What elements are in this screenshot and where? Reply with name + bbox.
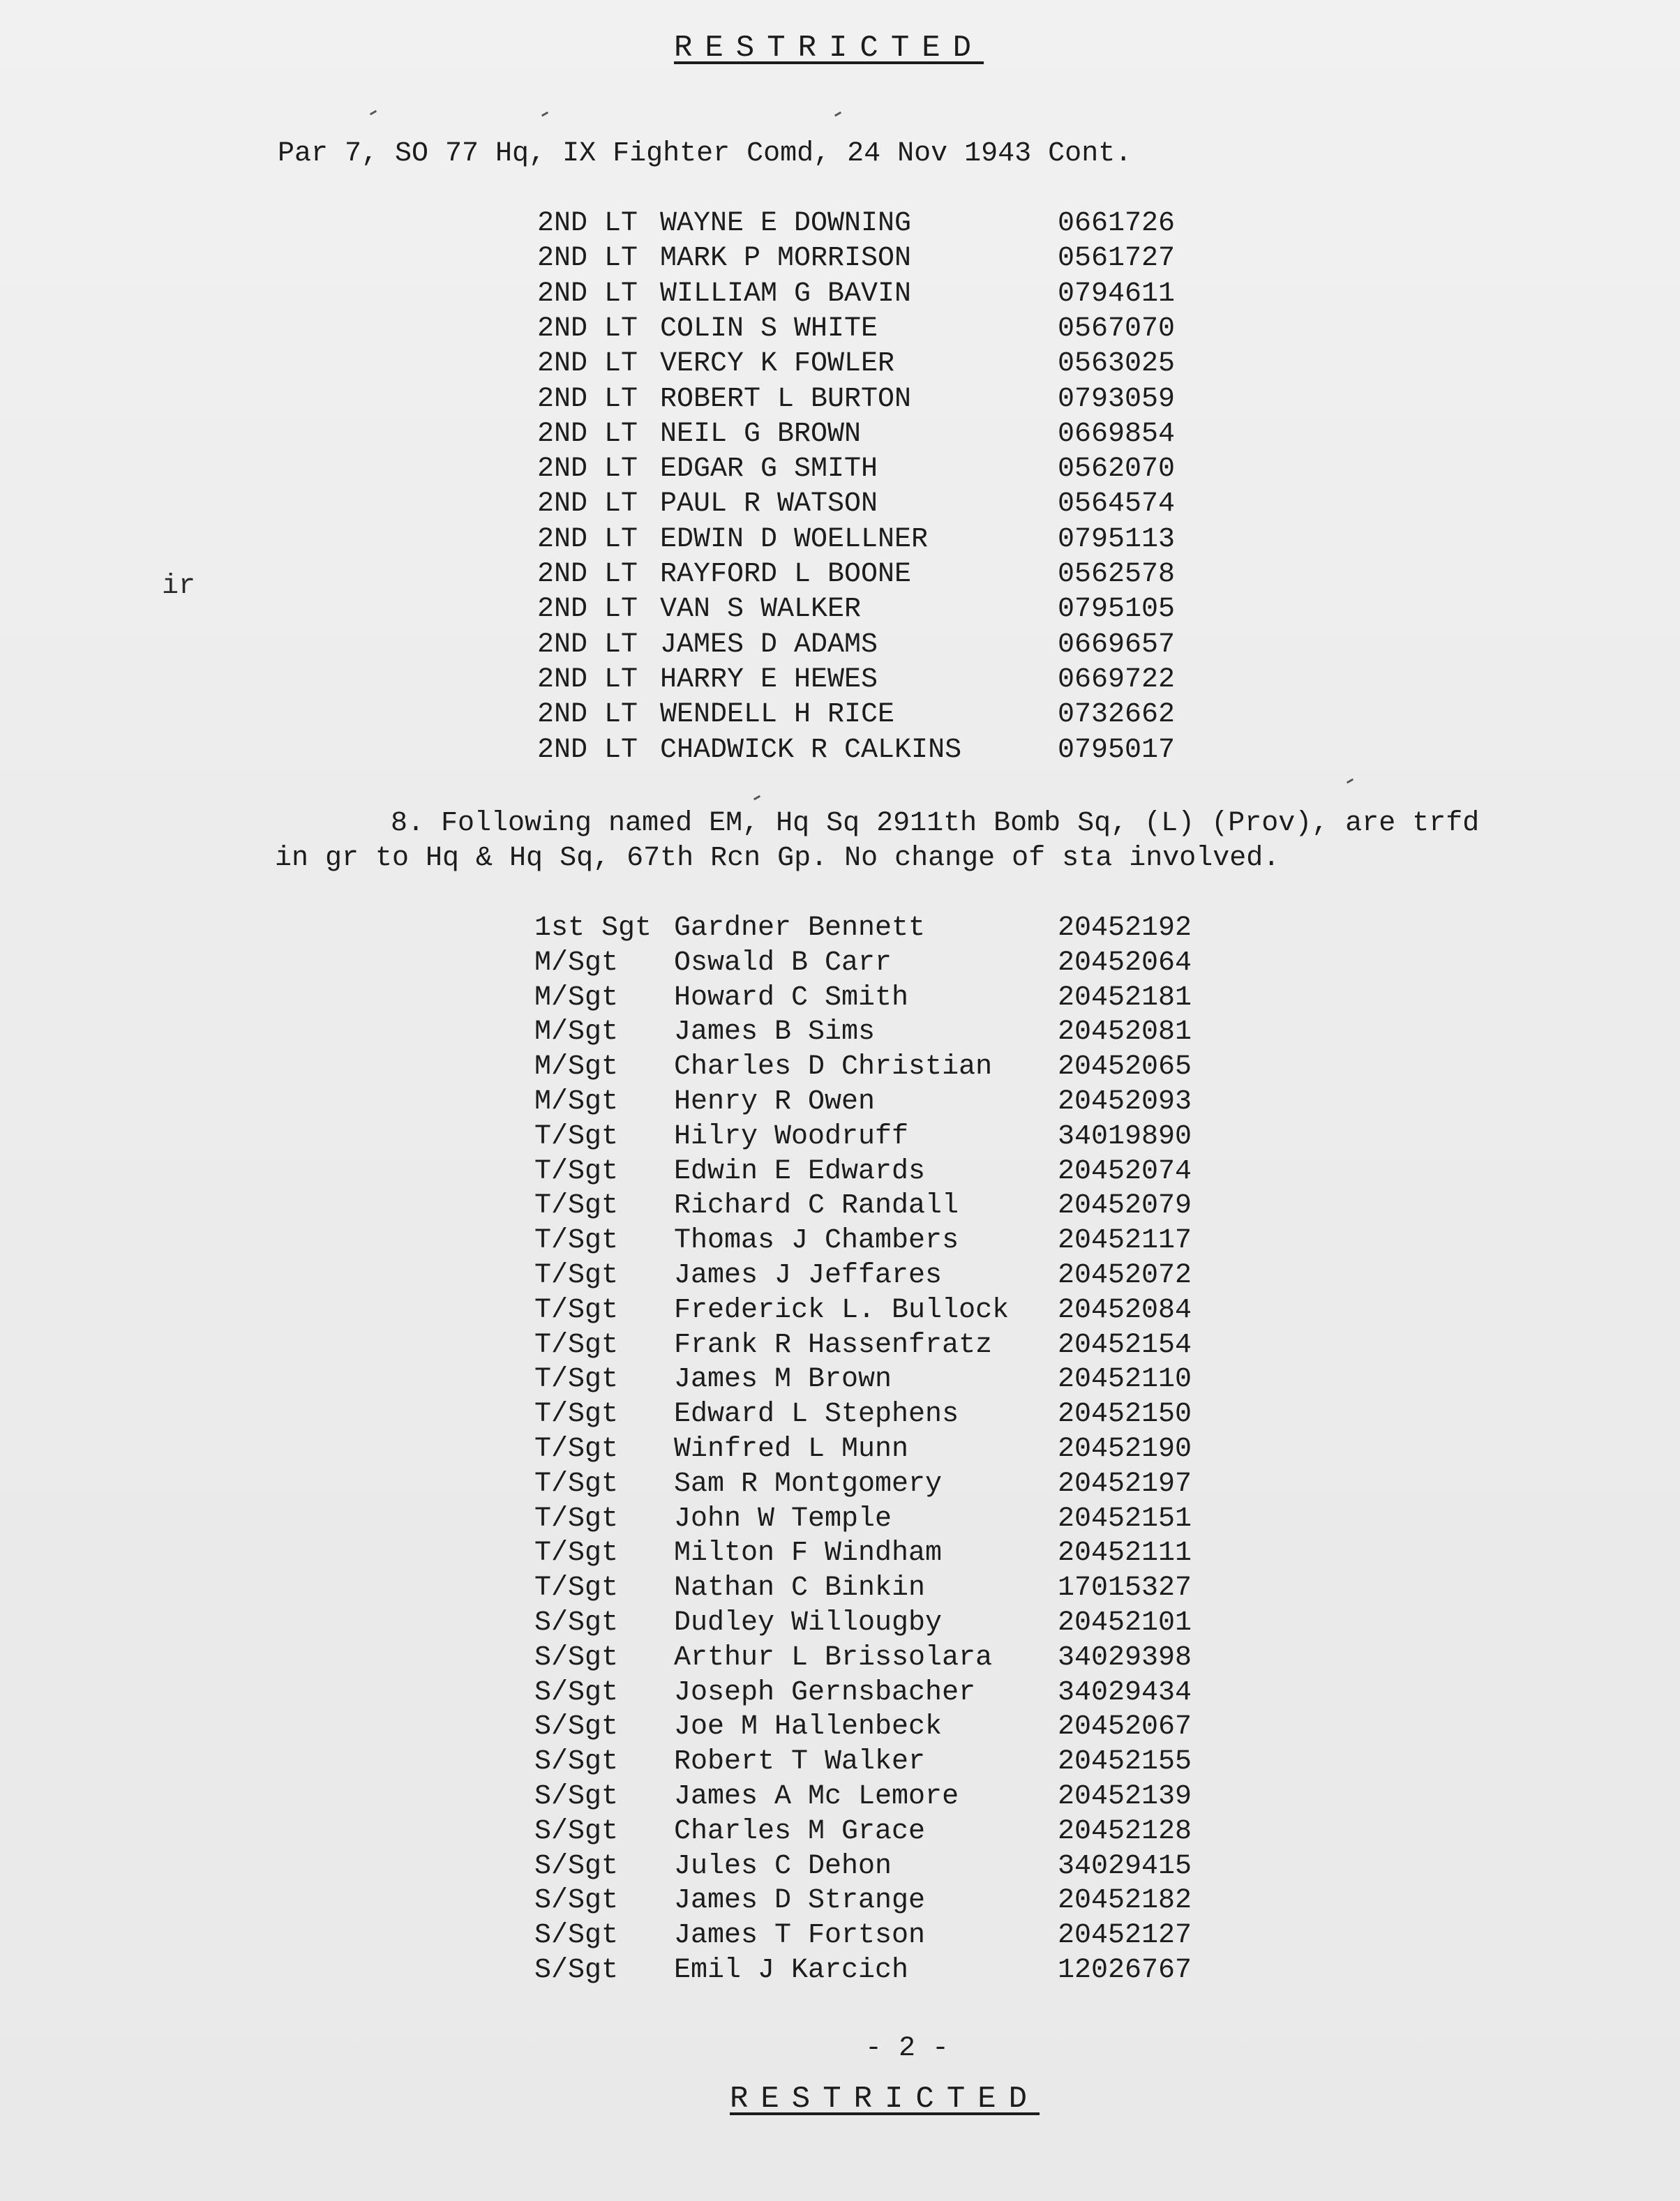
enlisted-name: Milton F Windham	[674, 1538, 943, 1570]
enlisted-rank: T/Sgt	[534, 1434, 619, 1465]
officer-row	[0, 453, 1680, 488]
enlisted-row	[0, 1781, 1680, 1816]
enlisted-serial-number: 34029398	[1058, 1642, 1192, 1674]
enlisted-serial-number: 20452197	[1058, 1468, 1192, 1500]
officer-rank: 2ND LT	[537, 734, 638, 766]
officer-name: WILLIAM G BAVIN	[660, 278, 912, 310]
enlisted-row	[0, 1399, 1680, 1434]
enlisted-serial-number: 20452192	[1058, 912, 1192, 944]
officer-name: WAYNE E DOWNING	[660, 208, 912, 239]
enlisted-name: Thomas J Chambers	[674, 1225, 959, 1257]
paragraph-heading: Par 7, SO 77 Hq, IX Fighter Comd, 24 Nov 1943 Cont.	[278, 138, 1132, 170]
enlisted-name: Dudley Willougby	[674, 1607, 943, 1639]
enlisted-rank: 1st Sgt	[534, 912, 652, 944]
officer-serial-number: 0794611	[1058, 278, 1176, 310]
officer-row	[0, 524, 1680, 559]
enlisted-rank: S/Sgt	[534, 1885, 619, 1917]
officer-serial-number: 0669657	[1058, 629, 1176, 661]
enlisted-row	[0, 1156, 1680, 1191]
enlisted-name: Frederick L. Bullock	[674, 1294, 1010, 1326]
enlisted-row	[0, 1260, 1680, 1295]
enlisted-serial-number: 20452128	[1058, 1815, 1192, 1847]
officer-row	[0, 384, 1680, 419]
officer-serial-number: 0661726	[1058, 208, 1176, 239]
enlisted-row	[0, 1434, 1680, 1468]
enlisted-serial-number: 34029434	[1058, 1676, 1192, 1708]
enlisted-serial-number: 20452101	[1058, 1607, 1192, 1639]
officer-rank: 2ND LT	[537, 663, 638, 696]
officer-rank: 2ND LT	[537, 278, 638, 310]
stray-mark	[1347, 779, 1353, 784]
officer-serial-number: 0561727	[1058, 243, 1176, 275]
enlisted-row	[0, 982, 1680, 1017]
enlisted-row	[0, 1711, 1680, 1746]
officer-rank: 2ND LT	[537, 629, 638, 661]
enlisted-row	[0, 1677, 1680, 1712]
officer-rank: 2ND LT	[537, 348, 638, 380]
enlisted-rank: S/Sgt	[534, 1746, 619, 1778]
officer-serial-number: 0669854	[1058, 418, 1176, 450]
enlisted-rank: T/Sgt	[534, 1294, 619, 1326]
enlisted-row	[0, 1330, 1680, 1365]
enlisted-rank: T/Sgt	[534, 1538, 619, 1570]
officer-name: VAN S WALKER	[660, 594, 862, 626]
officer-rank: 2ND LT	[537, 243, 638, 275]
enlisted-serial-number: 20452154	[1058, 1329, 1192, 1361]
officer-rank: 2ND LT	[537, 313, 638, 345]
enlisted-rank: S/Sgt	[534, 1920, 619, 1952]
officer-serial-number: 0567070	[1058, 313, 1176, 345]
enlisted-serial-number: 20452081	[1058, 1016, 1192, 1049]
enlisted-rank: T/Sgt	[534, 1364, 619, 1396]
enlisted-row	[0, 912, 1680, 947]
enlisted-name: Edward L Stephens	[674, 1399, 959, 1431]
officer-serial-number: 0564574	[1058, 488, 1176, 520]
officer-row	[0, 664, 1680, 699]
enlisted-name: Nathan C Binkin	[674, 1572, 926, 1605]
enlisted-serial-number: 20452111	[1058, 1538, 1192, 1570]
enlisted-name: James J Jeffares	[674, 1260, 943, 1291]
enlisted-serial-number: 20452079	[1058, 1190, 1192, 1222]
enlisted-name: Charles D Christian	[674, 1051, 993, 1083]
enlisted-row	[0, 1190, 1680, 1225]
enlisted-name: Henry R Owen	[674, 1086, 876, 1118]
enlisted-serial-number: 20452127	[1058, 1920, 1192, 1952]
enlisted-serial-number: 34019890	[1058, 1120, 1192, 1152]
enlisted-row	[0, 1538, 1680, 1572]
enlisted-rank: S/Sgt	[534, 1850, 619, 1882]
enlisted-rank: S/Sgt	[534, 1781, 619, 1812]
enlisted-serial-number: 20452072	[1058, 1260, 1192, 1291]
enlisted-rank: M/Sgt	[534, 1016, 619, 1049]
enlisted-row	[0, 1851, 1680, 1886]
stray-mark	[541, 112, 548, 117]
enlisted-rank: T/Sgt	[534, 1503, 619, 1535]
enlisted-name: Jules C Dehon	[674, 1850, 892, 1882]
enlisted-rank: S/Sgt	[534, 1642, 619, 1674]
officer-row	[0, 594, 1680, 629]
officer-serial-number: 0562578	[1058, 559, 1176, 590]
officer-rank: 2ND LT	[537, 559, 638, 590]
enlisted-serial-number: 20452084	[1058, 1294, 1192, 1326]
enlisted-serial-number: 20452155	[1058, 1746, 1192, 1778]
enlisted-serial-number: 20452151	[1058, 1503, 1192, 1535]
enlisted-row	[0, 1746, 1680, 1781]
enlisted-rank: S/Sgt	[534, 1676, 619, 1708]
enlisted-row	[0, 1920, 1680, 1955]
enlisted-row	[0, 1016, 1680, 1051]
officer-serial-number: 0795017	[1058, 734, 1176, 766]
paragraph-8-line-2: in gr to Hq & Hq Sq, 67th Rcn Gp. No change of sta involved.	[275, 843, 1280, 874]
officer-rank: 2ND LT	[537, 418, 638, 450]
officer-row	[0, 735, 1680, 769]
enlisted-name: James A Mc Lemore	[674, 1781, 959, 1812]
officer-rank: 2ND LT	[537, 523, 638, 555]
officer-serial-number: 0795113	[1058, 523, 1176, 555]
enlisted-name: Robert T Walker	[674, 1746, 926, 1778]
enlisted-name: Emil J Karcich	[674, 1955, 909, 1986]
officer-row	[0, 313, 1680, 348]
officer-rank: 2ND LT	[537, 699, 638, 731]
officer-name: PAUL R WATSON	[660, 488, 878, 520]
enlisted-rank: T/Sgt	[534, 1190, 619, 1222]
stray-mark	[370, 110, 377, 116]
officer-row	[0, 243, 1680, 278]
enlisted-rank: M/Sgt	[534, 1051, 619, 1083]
officer-row	[0, 559, 1680, 594]
officer-serial-number: 0669722	[1058, 663, 1176, 696]
enlisted-rank: S/Sgt	[534, 1607, 619, 1639]
enlisted-row	[0, 1051, 1680, 1086]
enlisted-name: Howard C Smith	[674, 982, 909, 1014]
officer-row	[0, 348, 1680, 383]
enlisted-serial-number: 17015327	[1058, 1572, 1192, 1605]
restricted-header: RESTRICTED	[674, 31, 984, 66]
officer-name: VERCY K FOWLER	[660, 348, 895, 380]
enlisted-name: Gardner Bennett	[674, 912, 926, 944]
officer-row	[0, 488, 1680, 523]
margin-note: ir	[162, 571, 196, 602]
enlisted-name: Joe M Hallenbeck	[674, 1711, 943, 1743]
enlisted-name: Winfred L Munn	[674, 1434, 909, 1465]
enlisted-rank: T/Sgt	[534, 1399, 619, 1431]
officer-rank: 2ND LT	[537, 594, 638, 626]
enlisted-rank: M/Sgt	[534, 1086, 619, 1118]
officer-row	[0, 208, 1680, 243]
enlisted-rank: T/Sgt	[534, 1120, 619, 1152]
officer-name: CHADWICK R CALKINS	[660, 734, 962, 766]
officer-name: EDGAR G SMITH	[660, 453, 878, 486]
enlisted-rank: T/Sgt	[534, 1225, 619, 1257]
enlisted-row	[0, 1364, 1680, 1399]
officer-serial-number: 0562070	[1058, 453, 1176, 486]
enlisted-rank: T/Sgt	[534, 1155, 619, 1187]
enlisted-rank: S/Sgt	[534, 1815, 619, 1847]
enlisted-serial-number: 12026767	[1058, 1955, 1192, 1986]
enlisted-serial-number: 20452117	[1058, 1225, 1192, 1257]
officer-row	[0, 278, 1680, 313]
officer-row	[0, 629, 1680, 664]
enlisted-rank: T/Sgt	[534, 1329, 619, 1361]
enlisted-rank: M/Sgt	[534, 947, 619, 979]
enlisted-serial-number: 20452190	[1058, 1434, 1192, 1465]
enlisted-row	[0, 1503, 1680, 1538]
enlisted-name: Charles M Grace	[674, 1815, 926, 1847]
officer-serial-number: 0795105	[1058, 594, 1176, 626]
officer-serial-number: 0732662	[1058, 699, 1176, 731]
enlisted-rank: T/Sgt	[534, 1468, 619, 1500]
officer-rank: 2ND LT	[537, 453, 638, 486]
enlisted-serial-number: 20452150	[1058, 1399, 1192, 1431]
officer-rank: 2ND LT	[537, 488, 638, 520]
officer-name: NEIL G BROWN	[660, 418, 862, 450]
officer-name: JAMES D ADAMS	[660, 629, 878, 661]
enlisted-name: Frank R Hassenfratz	[674, 1329, 993, 1361]
officer-name: WENDELL H RICE	[660, 699, 895, 731]
enlisted-name: James D Strange	[674, 1885, 926, 1917]
enlisted-rank: S/Sgt	[534, 1711, 619, 1743]
enlisted-row	[0, 1295, 1680, 1330]
enlisted-rank: T/Sgt	[534, 1260, 619, 1291]
enlisted-row	[0, 1225, 1680, 1260]
enlisted-name: Oswald B Carr	[674, 947, 892, 979]
officer-serial-number: 0793059	[1058, 383, 1176, 415]
restricted-footer: RESTRICTED	[730, 2082, 1040, 2117]
enlisted-serial-number: 20452067	[1058, 1711, 1192, 1743]
enlisted-row	[0, 1955, 1680, 1990]
enlisted-row	[0, 1607, 1680, 1642]
enlisted-name: Joseph Gernsbacher	[674, 1676, 976, 1708]
enlisted-serial-number: 34029415	[1058, 1850, 1192, 1882]
stray-mark	[834, 112, 841, 117]
enlisted-name: James B Sims	[674, 1016, 876, 1049]
enlisted-row	[0, 947, 1680, 982]
enlisted-name: Hilry Woodruff	[674, 1120, 909, 1152]
enlisted-name: Arthur L Brissolara	[674, 1642, 993, 1674]
officer-name: EDWIN D WOELLNER	[660, 523, 929, 555]
officer-name: HARRY E HEWES	[660, 663, 878, 696]
enlisted-row	[0, 1572, 1680, 1607]
officer-name: COLIN S WHITE	[660, 313, 878, 345]
enlisted-rank: M/Sgt	[534, 982, 619, 1014]
enlisted-serial-number: 20452139	[1058, 1781, 1192, 1812]
enlisted-row	[0, 1885, 1680, 1920]
enlisted-row	[0, 1468, 1680, 1503]
officer-name: RAYFORD L BOONE	[660, 559, 912, 590]
enlisted-rank: S/Sgt	[534, 1955, 619, 1986]
enlisted-rank: T/Sgt	[534, 1572, 619, 1605]
stray-mark	[753, 795, 760, 801]
enlisted-serial-number: 20452182	[1058, 1885, 1192, 1917]
enlisted-row	[0, 1086, 1680, 1121]
officer-row	[0, 699, 1680, 734]
enlisted-row	[0, 1642, 1680, 1677]
enlisted-name: James M Brown	[674, 1364, 892, 1396]
enlisted-serial-number: 20452093	[1058, 1086, 1192, 1118]
enlisted-row	[0, 1121, 1680, 1156]
officer-row	[0, 419, 1680, 453]
officer-rank: 2ND LT	[537, 208, 638, 239]
enlisted-name: John W Temple	[674, 1503, 892, 1535]
enlisted-serial-number: 20452110	[1058, 1364, 1192, 1396]
enlisted-serial-number: 20452074	[1058, 1155, 1192, 1187]
page-number: - 2 -	[865, 2033, 950, 2064]
enlisted-serial-number: 20452065	[1058, 1051, 1192, 1083]
enlisted-row	[0, 1816, 1680, 1851]
enlisted-name: Sam R Montgomery	[674, 1468, 943, 1500]
officer-name: MARK P MORRISON	[660, 243, 912, 275]
paragraph-8-line-1: 8. Following named EM, Hq Sq 2911th Bomb Sq, (L) (Prov), are trfd	[391, 808, 1480, 839]
enlisted-serial-number: 20452064	[1058, 947, 1192, 979]
officer-rank: 2ND LT	[537, 383, 638, 415]
enlisted-name: James T Fortson	[674, 1920, 926, 1952]
officer-serial-number: 0563025	[1058, 348, 1176, 380]
officer-name: ROBERT L BURTON	[660, 383, 912, 415]
enlisted-name: Richard C Randall	[674, 1190, 959, 1222]
enlisted-name: Edwin E Edwards	[674, 1155, 926, 1187]
enlisted-serial-number: 20452181	[1058, 982, 1192, 1014]
